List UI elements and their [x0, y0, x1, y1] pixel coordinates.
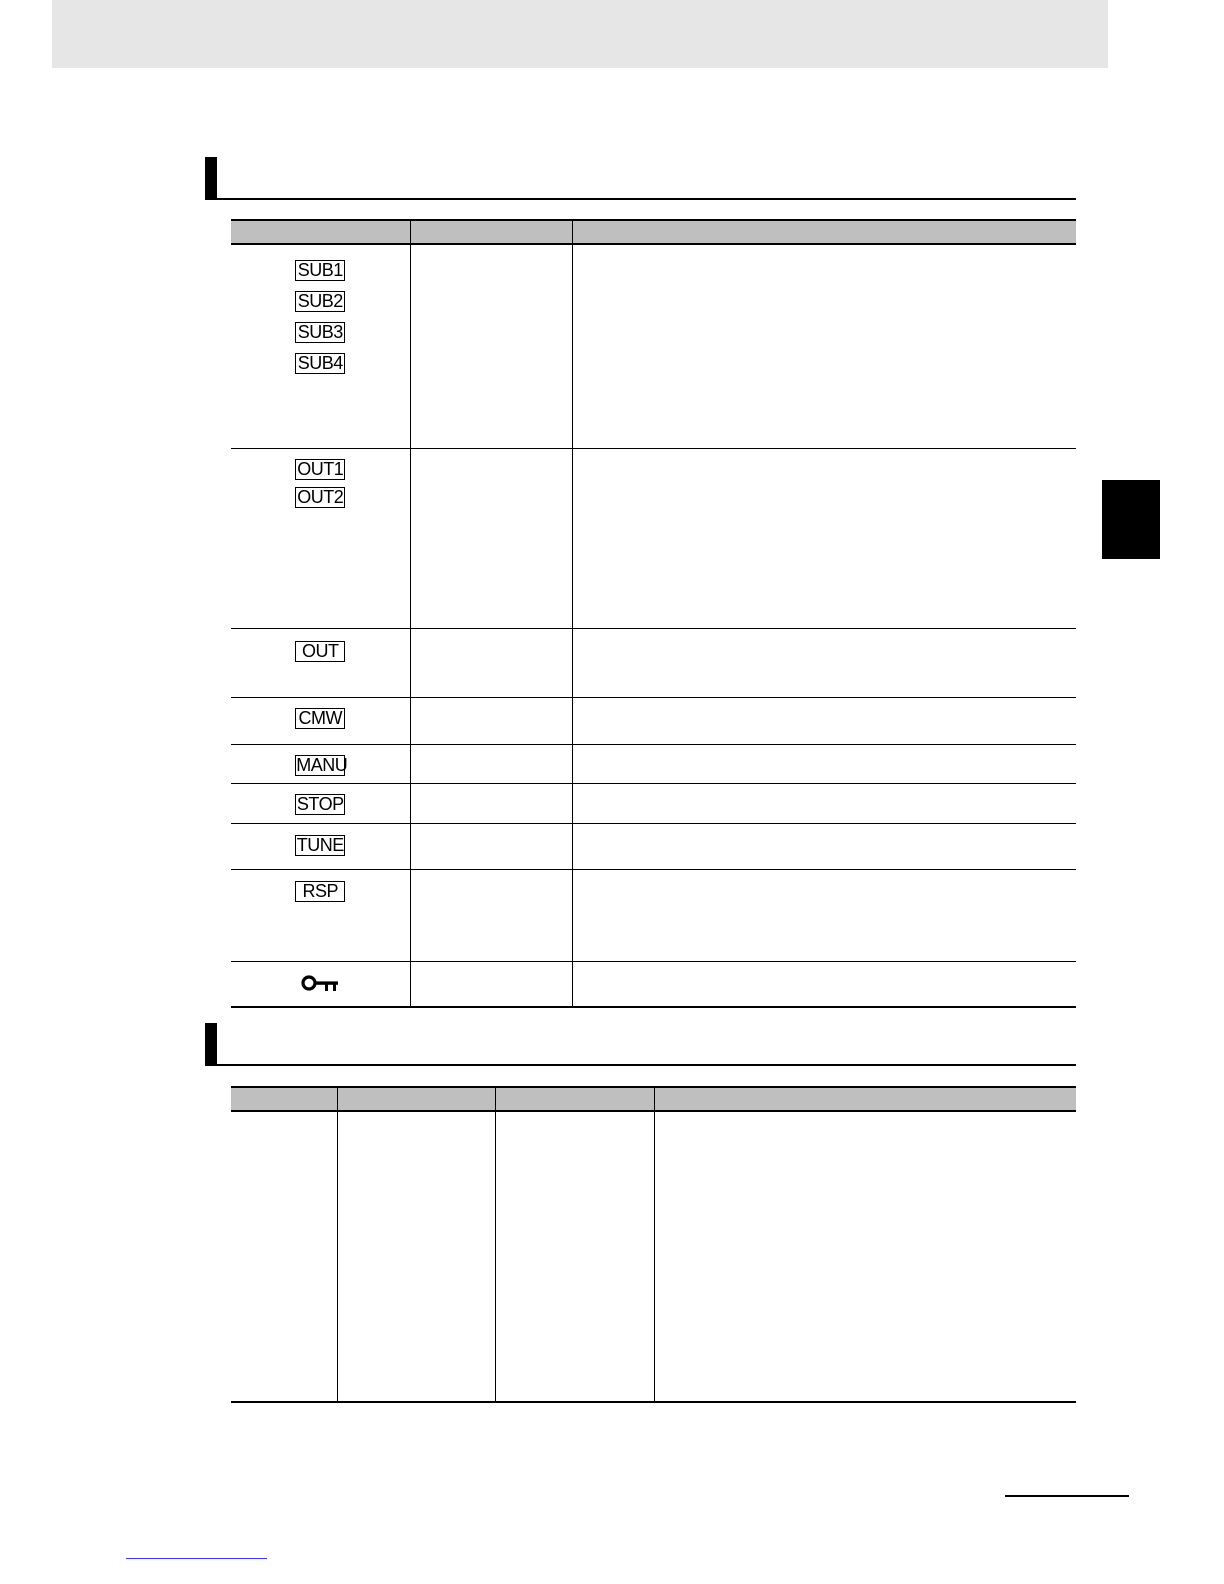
- indicator-badge-stop: STOP: [296, 793, 344, 814]
- table-row: [231, 961, 1076, 1007]
- table-row: [231, 1111, 1076, 1402]
- indicator-badge-tune: TUNE: [296, 834, 344, 855]
- indicator-badge-rsp: RSP: [295, 881, 345, 902]
- name-cell: [410, 961, 572, 1007]
- table-row: [231, 869, 1076, 961]
- table-cell: [654, 1111, 1076, 1402]
- second-table: [231, 1086, 1076, 1403]
- table-row: [231, 744, 1076, 783]
- name-cell: [410, 697, 572, 744]
- footer-link-underline[interactable]: [126, 1558, 267, 1559]
- description-cell: [572, 823, 1076, 869]
- header-cell: [495, 1087, 654, 1111]
- indicator-badge-sub2: SUB2: [295, 291, 345, 312]
- indicator-cell: [231, 448, 410, 628]
- page-header-band: [52, 0, 1108, 68]
- name-cell: [410, 783, 572, 823]
- table-row: [231, 697, 1076, 744]
- description-cell: [572, 628, 1076, 697]
- header-cell: [572, 220, 1076, 244]
- indicator-badge-sub3: SUB3: [295, 322, 345, 343]
- indicator-badge-out1: OUT1: [297, 458, 344, 479]
- header-cell: [410, 220, 572, 244]
- header-cell: [231, 1087, 337, 1111]
- indicator-cell: [231, 961, 410, 1007]
- name-cell: [410, 869, 572, 961]
- name-cell: [410, 823, 572, 869]
- header-cell: [654, 1087, 1076, 1111]
- section-heading-indicators: [205, 157, 1076, 200]
- page-number-rule: [1005, 1495, 1129, 1497]
- key-icon: [300, 972, 340, 994]
- description-cell: [572, 869, 1076, 961]
- indicator-badge-cmw: CMW: [295, 708, 345, 729]
- description-cell: [572, 448, 1076, 628]
- section-marker: [205, 1023, 217, 1064]
- indicator-cell: [231, 823, 410, 869]
- indicator-cell: [231, 628, 410, 697]
- table-row: [231, 823, 1076, 869]
- name-cell: [410, 448, 572, 628]
- table-row: [231, 448, 1076, 628]
- description-cell: [572, 244, 1076, 448]
- table-row: [231, 244, 1076, 448]
- indicator-cell: [231, 244, 410, 448]
- name-cell: [410, 744, 572, 783]
- table-cell: [337, 1111, 495, 1402]
- indicator-badge-out: OUT: [295, 641, 345, 662]
- indicator-table: [231, 219, 1076, 1008]
- indicator-badge-sub4: SUB4: [295, 353, 345, 374]
- name-cell: [410, 628, 572, 697]
- table-cell: [231, 1111, 337, 1402]
- table-cell: [495, 1111, 654, 1402]
- header-cell: [337, 1087, 495, 1111]
- indicator-badge-out2: OUT2: [297, 486, 344, 507]
- indicator-badge-sub1: SUB1: [295, 260, 345, 281]
- table-row: [231, 628, 1076, 697]
- table-header-row: [231, 1087, 1076, 1111]
- table-row: [231, 783, 1076, 823]
- section-marker: [205, 157, 217, 198]
- description-cell: [572, 783, 1076, 823]
- description-cell: [572, 744, 1076, 783]
- name-cell: [410, 244, 572, 448]
- indicator-cell: [231, 744, 410, 783]
- description-cell: [572, 961, 1076, 1007]
- chapter-tab: [1102, 480, 1160, 559]
- indicator-cell: [231, 783, 410, 823]
- header-cell: [231, 220, 410, 244]
- indicator-badge-manu: MANU: [296, 754, 348, 775]
- indicator-cell: [231, 869, 410, 961]
- table-header-row: [231, 220, 1076, 244]
- indicator-cell: [231, 697, 410, 744]
- description-cell: [572, 697, 1076, 744]
- section-heading-second: [205, 1023, 1076, 1066]
